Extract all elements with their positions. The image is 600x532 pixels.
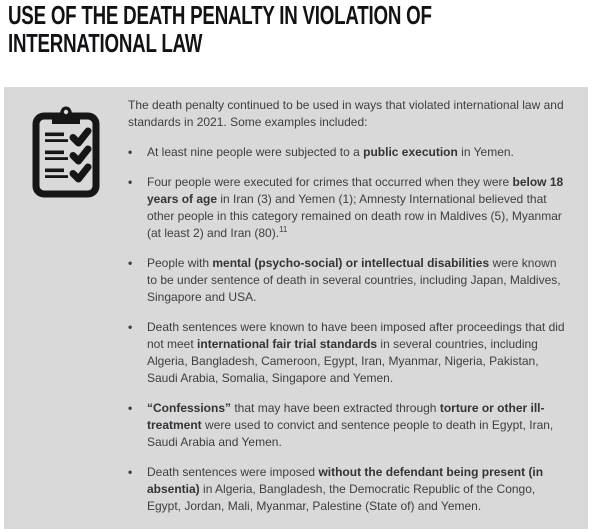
bullet-marker [128, 255, 147, 306]
bullet-text: “Confessions” that may have been extracted through torture or other ill-treatment were used to convict and sentence people to death in Egypt, Iran, Saudi Arabia and Yemen. [147, 401, 554, 449]
page-title-line-1: USE OF THE DEATH PENALTY IN VIOLATION OF [8, 0, 432, 30]
bullet-marker [128, 400, 147, 451]
intro-text: The death penalty continued to be used in ways that violated international law and standards in 2021. Some examples included: [128, 98, 564, 129]
page-title-line-2: INTERNATIONAL LAW [8, 28, 203, 58]
bullet-text: Death sentences were known to have been imposed after proceedings that did not meet international fair trial standards in several countries, including Algeria, Bangladesh, Cameroon, Egypt, Iran, Myanmar, Nigeria, Pakistan, Saudi Arabia, Somalia, Singapore and Yemen. [147, 320, 565, 385]
list-item [128, 319, 568, 387]
bullet-text: Death sentences were imposed without the defendant being present (in absentia) in Algeria, Bangladesh, the Democratic Republic of the Congo, Egypt, Jordan, Mali, Myanmar, Palestine (State of) and Yemen. [147, 465, 544, 513]
infobox-panel [4, 87, 588, 529]
footnote-ref: 11 [279, 225, 288, 234]
bullet-marker [128, 319, 147, 387]
bullet-marker [128, 174, 147, 242]
infobox-content [128, 97, 568, 515]
list-item [128, 144, 568, 161]
bullet-text: Four people were executed for crimes that occurred when they were below 18 years of age in Iran (3) and Yemen (1); Amnesty International believed that other people in this category remained on death row in Maldives (5), Myanmar (at least 2) and Iran (80).$^{11}$ [147, 175, 564, 240]
bullet-text: At least nine people were subjected to a public execution in Yemen. [147, 145, 514, 159]
page-title [8, 1, 600, 57]
list-item [128, 174, 568, 242]
clipboard-checklist-icon [30, 104, 102, 198]
bullet-text: People with mental (psycho-social) or intellectual disabilities were known to be under sentence of death in several countries, including Japan, Maldives, Singapore and USA. [147, 256, 561, 304]
bullet-marker [128, 464, 147, 515]
bullet-marker [128, 144, 147, 161]
list-item [128, 255, 568, 306]
bullet-list [128, 144, 568, 515]
list-item [128, 464, 568, 515]
list-item [128, 400, 568, 451]
